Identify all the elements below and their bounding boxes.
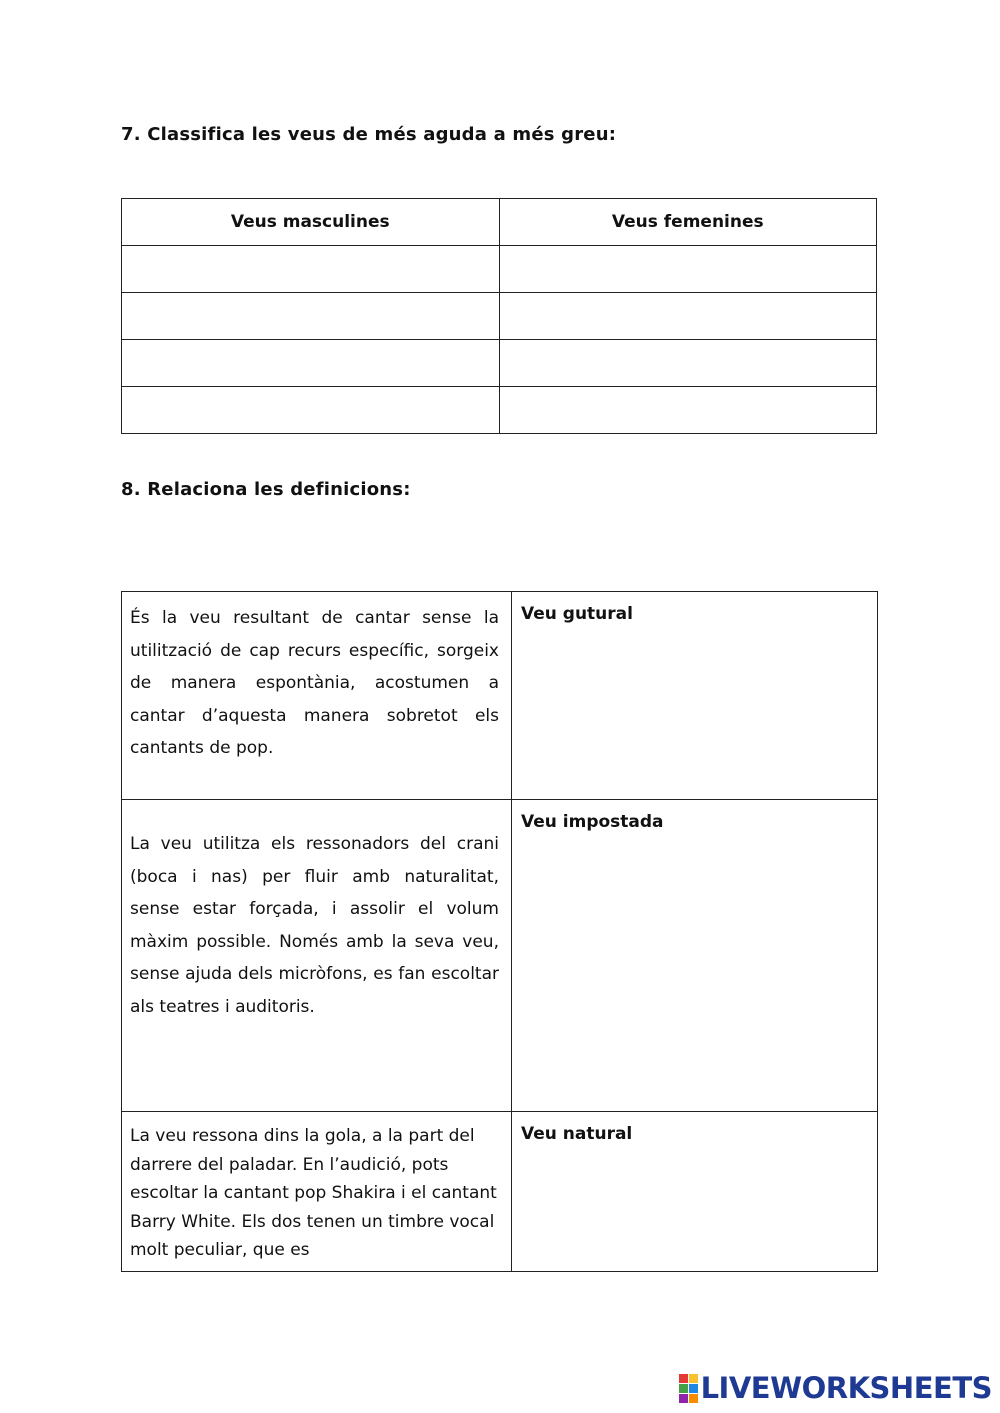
logo-square	[689, 1384, 698, 1393]
definition-cell	[122, 800, 512, 1112]
question-8-title: 8. Relaciona les definicions:	[121, 479, 411, 500]
male-voice-cell[interactable]	[122, 293, 500, 340]
male-voice-cell[interactable]	[122, 340, 500, 387]
liveworksheets-logo	[679, 1371, 992, 1405]
term-label: Veu impostada	[521, 812, 664, 832]
logo-icon	[679, 1374, 698, 1403]
voices-table-header-row	[122, 199, 877, 246]
term-cell[interactable]	[512, 592, 878, 800]
table-row	[122, 800, 878, 1112]
logo-square	[689, 1374, 698, 1383]
definition-text: La veu ressona dins la gola, a la part del darrere del paladar. En l’audició, pots escoltar la cantant pop Shakira i el cantant Barry White. Els dos tenen un timbre vocal molt peculiar, que es	[130, 1126, 497, 1260]
term-cell[interactable]	[512, 800, 878, 1112]
voices-table	[121, 198, 877, 434]
term-label: Veu natural	[521, 1124, 633, 1144]
header-male-voices: Veus masculines	[122, 199, 500, 246]
table-row	[122, 246, 877, 293]
female-voice-cell[interactable]	[499, 293, 877, 340]
female-voice-cell[interactable]	[499, 246, 877, 293]
logo-square	[689, 1394, 698, 1403]
term-label: Veu gutural	[521, 604, 633, 624]
table-row	[122, 1112, 878, 1272]
logo-square	[679, 1384, 688, 1393]
definition-text: És la veu resultant de cantar sense la utilització de cap recurs específic, sorgeix de manera espontània, acostumen a cantar d’aquesta manera sobretot els cantants de pop.	[130, 608, 499, 758]
male-voice-cell[interactable]	[122, 387, 500, 434]
definition-text: La veu utilitza els ressonadors del crani (boca i nas) per fluir amb naturalitat, sense estar forçada, i assolir el volum màxim possible. Només amb la seva veu, sense ajuda dels micròfons, es fan escoltar als teatres i auditoris.	[130, 834, 499, 1017]
female-voice-cell[interactable]	[499, 340, 877, 387]
definition-cell	[122, 592, 512, 800]
female-voice-cell[interactable]	[499, 387, 877, 434]
logo-text: LIVEWORKSHEETS	[700, 1371, 992, 1405]
logo-square	[679, 1394, 688, 1403]
table-row	[122, 387, 877, 434]
logo-square	[679, 1374, 688, 1383]
question-7-title: 7. Classifica les veus de més aguda a més greu:	[121, 124, 617, 145]
header-female-voices: Veus femenines	[499, 199, 877, 246]
term-cell[interactable]	[512, 1112, 878, 1272]
table-row	[122, 293, 877, 340]
male-voice-cell[interactable]	[122, 246, 500, 293]
definition-cell	[122, 1112, 512, 1272]
table-row	[122, 592, 878, 800]
definitions-table	[121, 591, 878, 1272]
table-row	[122, 340, 877, 387]
